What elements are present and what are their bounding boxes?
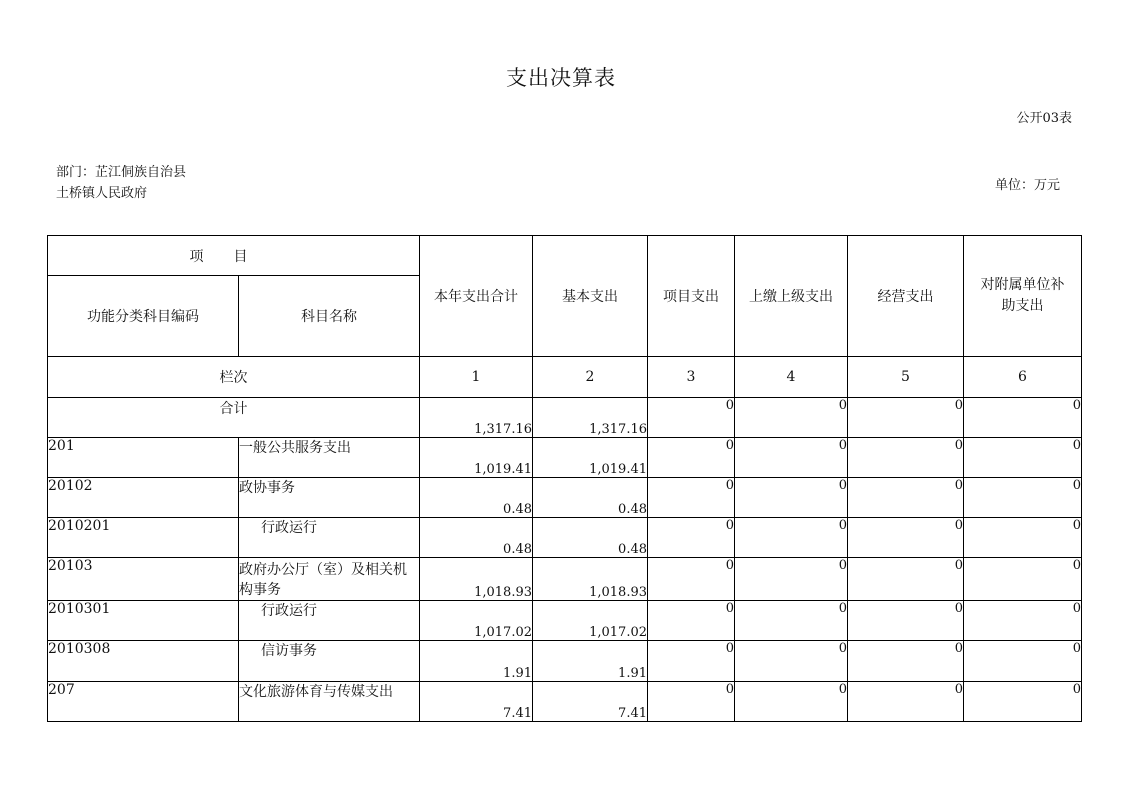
seq-number: 6 (964, 357, 1082, 398)
name-cell: 文化旅游体育与传媒支出 (239, 682, 420, 722)
value-cell: 1,317.16 (533, 398, 648, 438)
value-cell: 0 (648, 438, 735, 478)
value-cell: 1,019.41 (533, 438, 648, 478)
total-label: 合计 (48, 398, 420, 438)
value-cell: 1,018.93 (533, 558, 648, 601)
col-subsidy-header: 对附属单位补助支出 (964, 236, 1082, 357)
value-cell: 0 (848, 398, 964, 438)
seq-number: 4 (735, 357, 848, 398)
seq-number: 1 (420, 357, 533, 398)
value-cell: 0 (964, 682, 1082, 722)
col-basic-header: 基本支出 (533, 236, 648, 357)
value-cell: 0 (848, 558, 964, 601)
value-cell: 0 (735, 641, 848, 682)
table-row (48, 438, 1082, 478)
page-title: 支出决算表 (506, 66, 616, 90)
total-row (48, 398, 1082, 438)
expenditure-table (47, 235, 1082, 722)
name-cell: 政协事务 (239, 478, 420, 518)
value-cell: 0.48 (420, 478, 533, 518)
value-cell: 0 (648, 558, 735, 601)
value-cell: 0 (964, 601, 1082, 641)
col-project-header: 项目支出 (648, 236, 735, 357)
value-cell: 0 (848, 641, 964, 682)
value-cell: 1,019.41 (420, 438, 533, 478)
value-cell: 0 (964, 438, 1082, 478)
value-cell: 1,017.02 (533, 601, 648, 641)
value-cell: 0 (964, 641, 1082, 682)
name-cell: 信访事务 (239, 641, 420, 682)
code-cell: 207 (48, 682, 239, 722)
value-cell: 0 (735, 682, 848, 722)
seq-number: 3 (648, 357, 735, 398)
code-cell: 20102 (48, 478, 239, 518)
value-cell: 1,017.02 (420, 601, 533, 641)
value-cell: 1.91 (533, 641, 648, 682)
value-cell: 0 (848, 478, 964, 518)
value-cell: 0 (648, 641, 735, 682)
col-total-header: 本年支出合计 (420, 236, 533, 357)
name-cell: 行政运行 (239, 601, 420, 641)
code-cell: 20103 (48, 558, 239, 601)
value-cell: 0 (964, 558, 1082, 601)
value-cell: 0 (848, 438, 964, 478)
table-row (48, 601, 1082, 641)
table-row (48, 641, 1082, 682)
value-cell: 0 (735, 518, 848, 558)
value-cell: 0 (735, 478, 848, 518)
value-cell: 7.41 (533, 682, 648, 722)
code-cell: 2010308 (48, 641, 239, 682)
value-cell: 0 (964, 398, 1082, 438)
value-cell: 0 (648, 478, 735, 518)
unit-label: 单位：万元 (995, 178, 1061, 193)
col-operating-header: 经营支出 (848, 236, 964, 357)
value-cell: 0.48 (533, 478, 648, 518)
value-cell: 0 (848, 518, 964, 558)
value-cell: 0 (735, 601, 848, 641)
value-cell: 0 (735, 438, 848, 478)
value-cell: 0 (735, 398, 848, 438)
value-cell: 0 (964, 518, 1082, 558)
value-cell: 0 (648, 601, 735, 641)
code-column-header: 功能分类科目编码 (48, 276, 239, 357)
value-cell: 0.48 (420, 518, 533, 558)
name-cell: 一般公共服务支出 (239, 438, 420, 478)
value-cell: 0 (848, 682, 964, 722)
value-cell: 0 (648, 518, 735, 558)
value-cell: 1.91 (420, 641, 533, 682)
value-cell: 0 (648, 682, 735, 722)
value-cell: 0 (964, 478, 1082, 518)
seq-number: 5 (848, 357, 964, 398)
value-cell: 7.41 (420, 682, 533, 722)
value-cell: 0 (648, 398, 735, 438)
seq-label: 栏次 (48, 357, 420, 398)
department-info (56, 162, 186, 204)
department-line-1: 部门：芷江侗族自治县 (56, 165, 187, 180)
value-cell: 1,018.93 (420, 558, 533, 601)
name-cell: 行政运行 (239, 518, 420, 558)
code-cell: 2010201 (48, 518, 239, 558)
table-row (48, 558, 1082, 601)
value-cell: 0 (848, 601, 964, 641)
value-cell: 0.48 (533, 518, 648, 558)
name-column-header: 科目名称 (239, 276, 420, 357)
table-row (48, 478, 1082, 518)
col-remit-header: 上缴上级支出 (735, 236, 848, 357)
code-cell: 201 (48, 438, 239, 478)
table-row (48, 682, 1082, 722)
item-header: 项目 (48, 236, 420, 276)
name-cell: 政府办公厅（室）及相关机构事务 (239, 558, 420, 601)
code-cell: 2010301 (48, 601, 239, 641)
seq-number: 2 (533, 357, 648, 398)
department-line-2: 土桥镇人民政府 (56, 186, 148, 201)
value-cell: 0 (735, 558, 848, 601)
value-cell: 1,317.16 (420, 398, 533, 438)
form-number: 公开03表 (1016, 111, 1072, 126)
table-row (48, 518, 1082, 558)
